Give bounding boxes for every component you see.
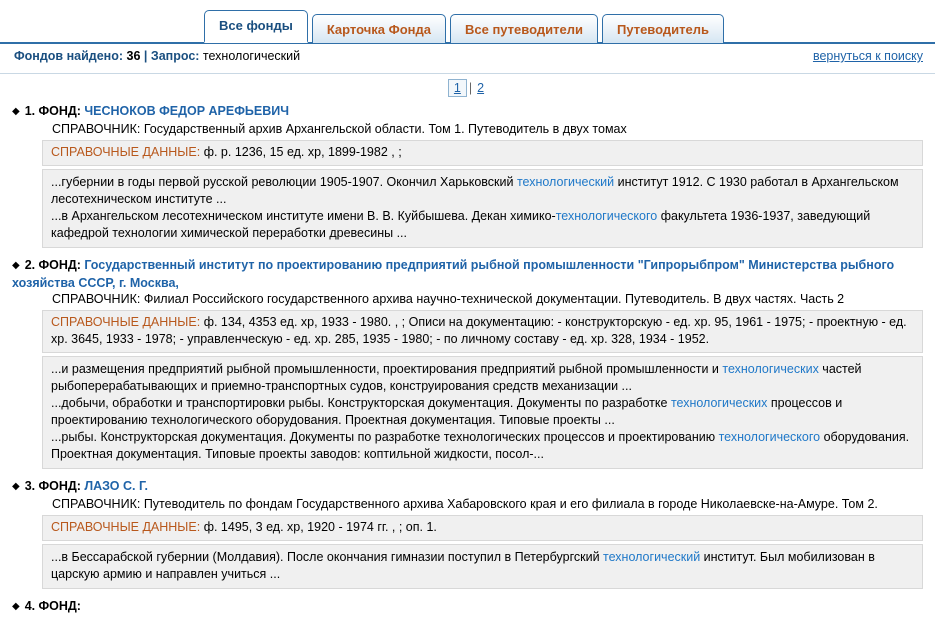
result-item — [12, 257, 923, 469]
highlight-term: технологического — [718, 430, 821, 444]
fond-label: ФОНД: — [38, 104, 81, 118]
record-header — [12, 598, 923, 616]
bullet-icon: ◆ — [12, 481, 20, 492]
guide-text: Государственный архив Архангельской области. Том 1. Путеводитель в двух томах — [143, 122, 627, 136]
fond-title-link[interactable]: ЛАЗО С. Г. — [84, 479, 148, 493]
record-header — [12, 257, 923, 291]
snippet-box — [42, 544, 923, 589]
pagination — [0, 74, 935, 101]
infobar-separator: | — [143, 49, 148, 63]
record-number: 1. — [24, 104, 36, 118]
guide-text: Филиал Российского государственного архива научно-технической документации. Путеводитель. В двух частях. Часть 2 — [143, 292, 845, 306]
highlight-term: технологический — [516, 175, 615, 189]
fond-label: ФОНД: — [38, 258, 81, 272]
reference-text: ф. 1495, 3 ед. хр, 1920 - 1974 гг. , ; оп. 1. — [203, 520, 437, 534]
results-list — [0, 101, 935, 625]
snippet-box — [42, 356, 923, 469]
snippet: ...губернии в годы первой русской революции 1905-1907. Окончил Харьковский технологический институт 1912. С 1930 работал в Архангельском лесотехническом институте ... — [51, 175, 899, 206]
record-number: 3. — [24, 479, 36, 493]
result-item — [12, 478, 923, 589]
guide-line — [12, 496, 923, 512]
highlight-term: технологических — [670, 396, 768, 410]
highlight-term: технологических — [722, 362, 819, 376]
reference-text: ф. р. 1236, 15 ед. хр, 1899-1982 , ; — [203, 145, 402, 159]
snippet: ...в Бессарабской губернии (Молдавия). После окончания гимназии поступил в Петербургский технологический институт. Был мобилизован в царскую армию и направлен учиться ... — [51, 550, 875, 581]
tab-guide[interactable]: Путеводитель — [602, 14, 724, 43]
tab-list — [204, 0, 935, 42]
snippet: ...в Архангельском лесотехническом институте имени В. В. Куйбышева. Декан химико-технологического факультета 1936-1937, заведующий кафедрой технологии химической переработки древесины ... — [51, 209, 871, 240]
query-value: технологический — [202, 49, 301, 63]
fond-title-link[interactable]: Государственный институт по проектированию предприятий рыбной промышленности "Гипрорыбпром" Министерства рыбного хозяйства СССР, г. Москва, — [12, 258, 895, 290]
pager-separator: | — [468, 81, 473, 95]
reference-label: СПРАВОЧНЫЕ ДАННЫЕ: — [51, 315, 201, 329]
page-2[interactable]: 2 — [477, 81, 485, 95]
info-bar — [0, 44, 935, 74]
guide-text: Путеводитель по фондам Государственного архива Хабаровского края и его филиала в городе Николаевске-на-Амуре. Том 2. — [143, 497, 878, 511]
result-item — [12, 103, 923, 248]
found-label: Фондов найдено: — [14, 49, 124, 63]
guide-label: СПРАВОЧНИК: — [52, 122, 141, 136]
fond-label: ФОНД: — [38, 479, 81, 493]
snippet-box — [42, 169, 923, 248]
reference-box — [42, 310, 923, 353]
guide-label: СПРАВОЧНИК: — [52, 497, 141, 511]
reference-text: ф. 134, 4353 ед. хр, 1933 - 1980. , ; Описи на документацию: - конструкторскую - ед. хр. 95, 1961 - 1975; - проектную - ед. хр. 3645, 1933 - 1978; - управленческую - ед. хр. 285, 1935 - 1980; - по личному составу - ед. хр. 328, 1934 - 1952. — [51, 315, 907, 346]
reference-label: СПРАВОЧНЫЕ ДАННЫЕ: — [51, 145, 201, 159]
reference-label: СПРАВОЧНЫЕ ДАННЫЕ: — [51, 520, 201, 534]
record-number: 4. — [24, 599, 36, 613]
highlight-term: технологический — [603, 550, 701, 564]
guide-label: СПРАВОЧНИК: — [52, 292, 141, 306]
record-header — [12, 478, 923, 496]
snippet: ...рыбы. Конструкторская документация. Документы по разработке технологических процессов и проектированию технологического оборудования. Проектная документация. Типовые проекты заводов: коптильной жидкости, посол-... — [51, 430, 910, 461]
found-count: 36 — [126, 49, 141, 63]
result-item — [12, 598, 923, 616]
fond-title-link[interactable]: ЧЕСНОКОВ ФЕДОР АРЕФЬЕВИЧ — [84, 104, 290, 118]
page-1[interactable]: 1 — [448, 79, 467, 97]
tab-all-fonds[interactable]: Все фонды — [204, 10, 308, 43]
snippet: ...добычи, обработки и транспортировки рыбы. Конструкторская документация. Документы по разработке технологических процессов и проектированию технологического оборудования. Проектная документация. Типовые проекты ... — [51, 396, 843, 427]
bullet-icon: ◆ — [12, 260, 20, 271]
query-label: Запрос: — [150, 49, 200, 63]
snippet: ...и размещения предприятий рыбной промышленности, проектирования предприятий рыбной промышленности и технологических частей рыбоперерабатывающих и приемно-транспортных судов, конструирования средств механизации ... — [51, 362, 862, 393]
bullet-icon: ◆ — [12, 106, 20, 117]
reference-box — [42, 140, 923, 166]
tab-all-guides[interactable]: Все путеводители — [450, 14, 598, 43]
guide-line — [12, 291, 923, 307]
tab-bar — [0, 0, 935, 44]
reference-box — [42, 515, 923, 541]
highlight-term: технологического — [555, 209, 658, 223]
tab-fond-card[interactable]: Карточка Фонда — [312, 14, 446, 43]
record-header — [12, 103, 923, 121]
fond-label: ФОНД: — [38, 599, 81, 613]
record-number: 2. — [24, 258, 36, 272]
back-to-search-link[interactable]: вернуться к поиску — [812, 49, 923, 63]
guide-line — [12, 121, 923, 137]
bullet-icon: ◆ — [12, 601, 20, 612]
